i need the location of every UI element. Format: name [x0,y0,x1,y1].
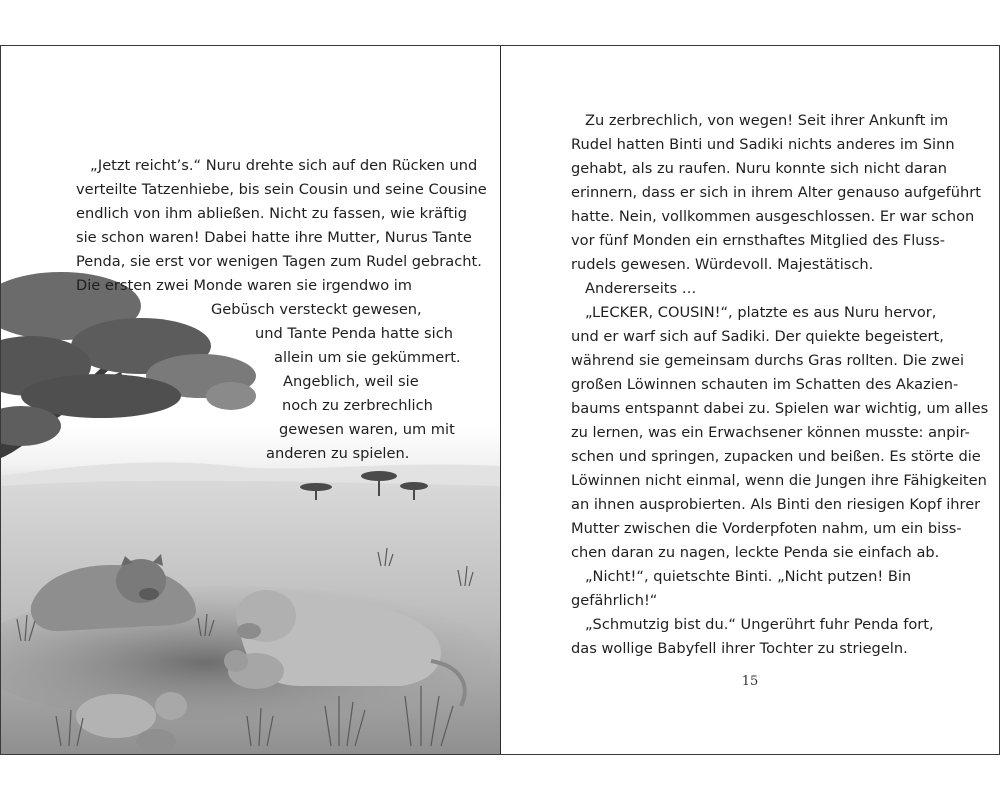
text-line: Mutter zwischen die Vorderpfoten nahm, um ein biss- [571,520,962,537]
right-page [501,46,999,754]
text-line: Gebüsch versteckt gewesen, [211,301,422,318]
text-line: noch zu zerbrechlich [282,397,433,414]
text-line: großen Löwinnen schauten im Schatten des Akazien- [571,376,959,393]
text-line: Angeblich, weil sie [283,373,419,390]
text-line: „Nicht!“, quietschte Binti. „Nicht putzen! Bin [585,568,912,585]
text-line: und Tante Penda hatte sich [255,325,453,342]
text-line: erinnern, dass er sich in ihrem Alter genauso aufgeführt [571,184,981,201]
text-line: Andererseits … [585,280,697,297]
text-line: hatte. Nein, vollkommen ausgeschlossen. Er war schon [571,208,975,225]
text-line: chen daran zu nagen, leckte Penda sie einfach ab. [571,544,940,561]
text-line: „LECKER, COUSIN!“, platzte es aus Nuru hervor, [585,304,937,321]
text-line: allein um sie gekümmert. [274,349,461,366]
text-line: gewesen waren, um mit [279,421,455,438]
text-line: sie schon waren! Dabei hatte ihre Mutter, Nurus Tante [76,229,472,246]
text-line: gehabt, als zu raufen. Nuru konnte sich nicht daran [571,160,947,177]
text-line: rudels gewesen. Würdevoll. Majestätisch. [571,256,874,273]
text-line: und er warf sich auf Sadiki. Der quiekte begeistert, [571,328,944,345]
text-line: Löwinnen nicht einmal, wenn die Jungen ihre Fähigkeiten [571,472,987,489]
text-line: Die ersten zwei Monde waren sie irgendwo im [76,277,413,294]
text-line: Rudel hatten Binti und Sadiki nichts anderes im Sinn [571,136,955,153]
left-page-text [1,46,500,462]
text-line: gefährlich!“ [571,592,658,609]
text-line: Zu zerbrechlich, von wegen! Seit ihrer Ankunft im [585,112,949,129]
text-line: baums entspannt dabei zu. Spielen war wichtig, um alles [571,400,989,417]
text-line: Penda, sie erst vor wenigen Tagen zum Rudel gebracht. [76,253,482,270]
left-page [1,46,500,754]
text-line: an ihnen ausprobierten. Als Binti den riesigen Kopf ihrer [571,496,981,513]
text-line: verteilte Tatzenhiebe, bis sein Cousin und seine Cousine [76,181,487,198]
text-line: anderen zu spielen. [266,445,410,462]
text-line: während sie gemeinsam durchs Gras rollten. Die zwei [571,352,965,369]
book-spread [0,45,1000,755]
text-line: vor fünf Monden ein ernsthaftes Mitglied des Fluss- [571,232,946,249]
text-line: „Schmutzig bist du.“ Ungerührt fuhr Penda fort, [585,616,934,633]
page-number: 15 [741,674,759,689]
text-line: schen und springen, zupacken und beißen. Es störte die [571,448,981,465]
text-line: das wollige Babyfell ihrer Tochter zu striegeln. [571,640,908,657]
text-line: zu lernen, was ein Erwachsener können musste: anpir- [571,424,970,441]
text-line: „Jetzt reicht’s.“ Nuru drehte sich auf den Rücken und [90,157,478,174]
text-line: endlich von ihm abließen. Nicht zu fassen, wie kräftig [76,205,467,222]
